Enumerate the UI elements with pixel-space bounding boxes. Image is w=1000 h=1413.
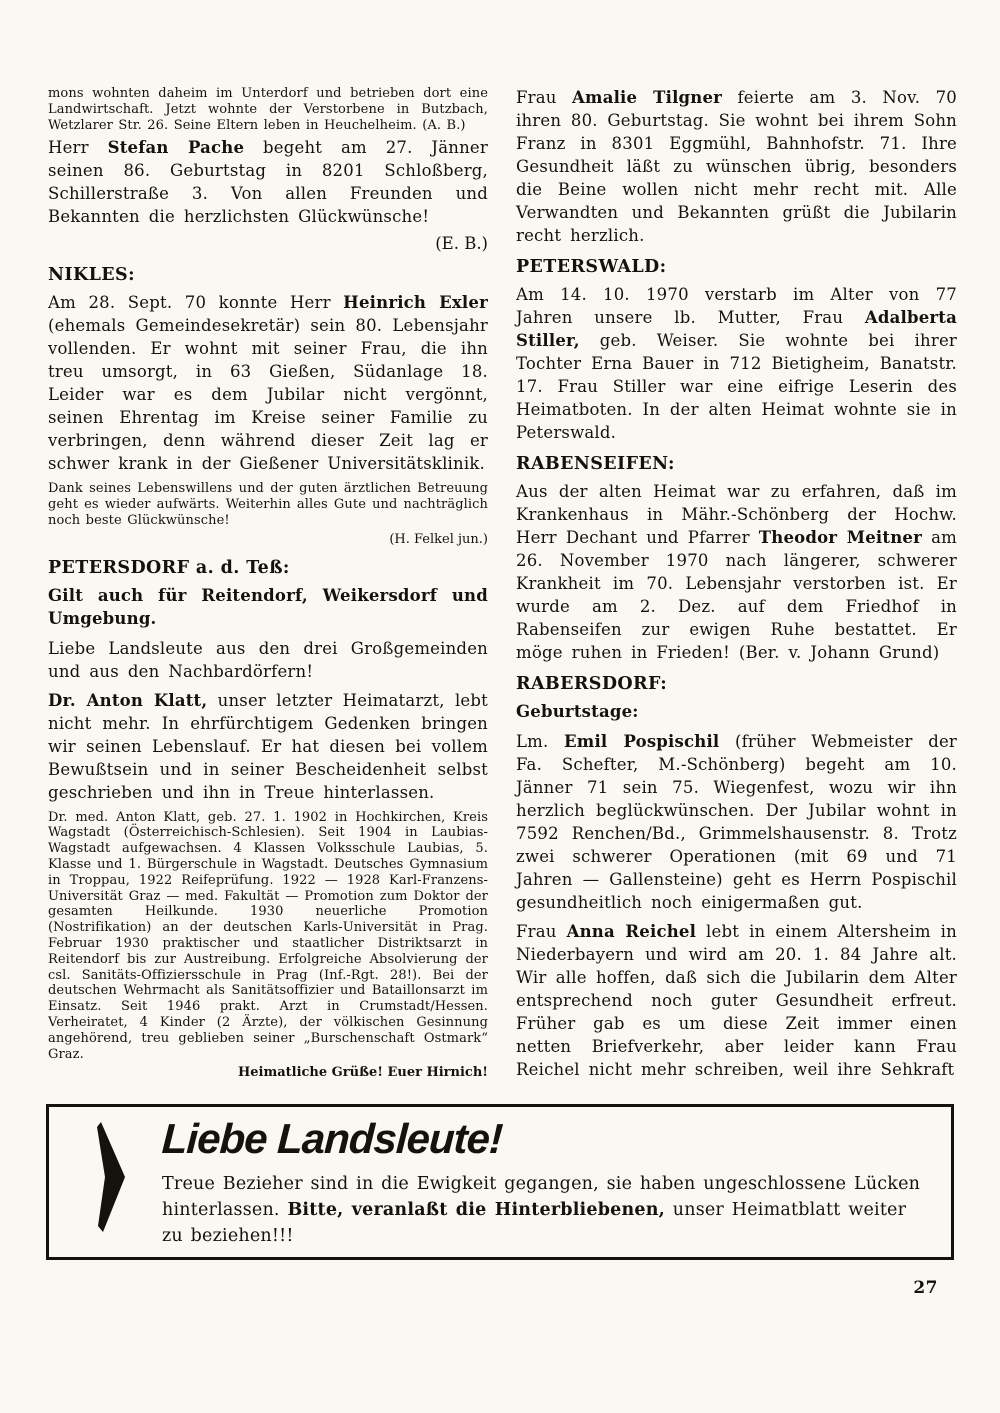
text: feierte am 3. Nov. 70 ihren 80. Geburtstag. Sie wohnt bei ihrem Sohn Franz in 8301 Eggmühl, Bahnhofstr. 71. Ihre Gesundheit läßt zu wünschen übrig, besonders die Beine wollen nicht mehr recht mit. Alle Verwandten und Bekannten grüßt die Jubilarin recht herzlich. — [516, 88, 957, 245]
notice-body — [162, 1171, 922, 1249]
text: Liebe Landsleute aus den drei Großgemeinden und aus den Nachbardörfern! — [48, 638, 488, 681]
text: (früher Webmeister der Fa. Schefter, M.-Schönberg) begeht am 10. Jänner 71 sein 75. Wiegenfest, wozu wir ihn herzlich beglückwünschen. Der Jubilar wohnt in 7592 Renchen/Bd., Grimmelshausenstr. 8. Trotz zwei schwerer Operationen (mit 69 und 71 Jahren — Gallensteine) geht es Herrn Pospischil gesundheitlich noch einigermaßen gut. — [516, 732, 958, 912]
birthday-anna-reichel — [516, 920, 957, 1081]
section-heading-rabersdorf — [516, 674, 957, 694]
section-heading-petersdorf — [48, 558, 488, 578]
biography-anton-klatt — [48, 810, 488, 1063]
bold-text: Heimatliche Grüße! Euer Hirnich! — [237, 1065, 488, 1081]
bold-text: Adalberta Stiller, — [516, 308, 957, 350]
text: PETERSDORF a. d. Teß: — [48, 557, 290, 578]
text: RABENSEIFEN: — [516, 454, 675, 474]
text: Lm. — [516, 732, 565, 751]
text: Treue Bezieher sind in die Ewigkeit gegangen, sie haben ungeschlossene Lücken hinterlassen. — [162, 1174, 921, 1220]
text: Gilt auch für Reitendorf, Weikersdorf und Umgebung. — [48, 585, 488, 628]
birthday-heinrich-exler — [48, 291, 488, 475]
arrow-icon — [95, 1122, 127, 1232]
text: (E. B.) — [435, 234, 488, 254]
text: Frau — [516, 88, 573, 107]
subheading-petersdorf-scope — [48, 584, 488, 630]
text: Dank seines Lebenswillens und der guten ärztlichen Betreuung geht es wieder aufwärts. Weiterhin alles Gute und nachträglich noch beste Glückwünsche! — [48, 481, 488, 528]
greeting-petersdorf — [48, 637, 488, 683]
bold-text: Theodor Meitner — [758, 528, 923, 547]
text: NIKLES: — [48, 265, 135, 286]
credit-e-b — [48, 232, 488, 255]
text: Dr. med. Anton Klatt, geb. 27. 1. 1902 in Hochkirchen, Kreis Wagstadt (Österreichisch-Schlesien). Seit 1904 in Laubias-Wagstadt aufgewachsen. 4 Klassen Volksschule Laubias, 5. Klasse und 1. Bürgerschule in Wagstadt. Deutsches Gymnasium in Troppau, 1922 Reifeprüfung. 1922 — 1928 Karl-Franzens-Universität Graz — med. Fakultät — Promotion zum Doktor der gesamten Heilkunde. 1930 neuerliche Promotion (Nostrifikation) an der deutschen Karls-Universität in Prag. Februar 1930 praktischer und staatlicher Distriktsarzt in Reitendorf bis zur Austreibung. Erfolgreiche Absolvierung der csl. Sanitäts-Offiziersschule in Prag (Inf.-Rgt. 28!). Bei der deutschen Wehrmacht als Sanitätsoffizier und Bataillonsarzt im Einsatz. Seit 1946 prakt. Arzt in Crumstadt/Hessen. Verheiratet, 4 Kinder (2 Ärzte), der völkischen Gesinnung angehörend, treu geblieben seiner „Burschenschaft Ostmark“ Graz. — [48, 809, 488, 1062]
bold-text: Bitte, veranlaßt die Hinterbliebenen, — [287, 1200, 665, 1220]
birthday-amalie-tilgner — [516, 86, 957, 247]
text: Herr — [48, 138, 108, 158]
text: RABERSDORF: — [516, 674, 668, 694]
text: geb. Weiser. Sie wohnte bei ihrer Tochter Erna Bauer in 712 Bietigheim, Banatstr. 17. Frau Stiller war eine eifrige Leserin des Heimatboten. In der alten Heimat wohnte sie in Peterswald. — [516, 331, 957, 442]
notice-heading: Liebe Landsleute! — [160, 1115, 504, 1162]
signature-hirnich — [48, 1065, 488, 1081]
credit-h-felkel-jun — [48, 532, 488, 548]
birthday-emil-pospischil — [516, 730, 957, 914]
text: am 26. November 1970 nach längerer, schwerer Krankheit im 70. Lebensjahr verstorben ist. Er wurde am 2. Dez. auf dem Friedhof in Rabenseifen zur ewigen Ruhe bestattet. Er möge ruhen in Frieden! (Ber. v. Johann Grund) — [516, 528, 957, 662]
bold-text: Amalie Tilgner — [572, 88, 723, 107]
text: (ehemals Gemeindesekretär) sein 80. Lebensjahr vollenden. Er wohnt mit seiner Frau, die ihn treu umsorgt, in 63 Gießen, Südanlage 18. Leider war es dem Jubilar nicht vergönnt, seinen Ehrentag im Kreise seiner Familie zu verbringen, denn während dieser Zeit lag er schwer krank in der Gießener Universitätsklinik. — [48, 316, 488, 474]
bold-text: Heinrich Exler — [343, 293, 488, 313]
left-column — [48, 86, 488, 1085]
obituary-adalberta-stiller — [516, 283, 957, 444]
text: begeht am 27. Jänner seinen 86. Geburtstag in 8201 Schloßberg, Schillerstraße 3. Von allen Freunden und Bekannten die herzlichsten Glückwünsche! — [48, 138, 488, 227]
obituary-anton-klatt-intro — [48, 689, 488, 804]
section-heading-nikles — [48, 265, 488, 285]
text: unser Heimatblatt weiter zu beziehen!!! — [162, 1200, 907, 1246]
text: Am 28. Sept. 70 konnte Herr — [48, 293, 344, 313]
text: Frau — [516, 922, 567, 941]
note-exler-recovery — [48, 481, 488, 528]
text: Geburtstage: — [516, 702, 639, 721]
bold-text: Dr. Anton Klatt, — [48, 690, 208, 710]
text: lebt in einem Altersheim in Niederbayern und wird am 20. 1. 84 Jahre alt. Wir alle hoffen, daß sich die Jubilarin dem Alter entsprechend noch guter Gesundheit erfreut. Früher gab es um diese Zeit immer einen netten Briefverkehr, aber leider kann Frau Reichel nicht mehr schreiben, weil ihre Sehkraft — [516, 922, 957, 1079]
subscription-notice-box — [46, 1104, 954, 1260]
subheading-geburtstage — [516, 700, 957, 723]
bold-text: Emil Pospischil — [564, 732, 720, 751]
bold-text: Stefan Pache — [107, 138, 245, 158]
section-heading-rabenseifen — [516, 454, 957, 474]
continuation-paragraph — [48, 86, 488, 133]
text: Aus der alten Heimat war zu erfahren, daß im Krankenhaus in Mähr.-Schönberg der Hochw. Herr Dechant und Pfarrer — [516, 482, 957, 547]
birthday-stefan-pache — [48, 136, 488, 228]
bold-text: Anna Reichel — [566, 922, 697, 941]
text: Am 14. 10. 1970 verstarb im Alter von 77 Jahren unsere lb. Mutter, Frau — [516, 285, 957, 327]
obituary-theodor-meitner — [516, 480, 957, 664]
section-heading-peterswald — [516, 257, 957, 277]
right-column — [516, 86, 957, 1087]
text: PETERSWALD: — [516, 257, 667, 277]
text: (H. Felkel jun.) — [389, 531, 488, 547]
text: unser letzter Heimatarzt, lebt nicht mehr. In ehrfürchtigem Gedenken bringen wir seinen Lebenslauf. Er hat diesen bei vollem Bewußtsein und in seiner Bescheidenheit selbst geschrieben und ihn in Treue hinterlassen. — [48, 690, 488, 802]
page-number: 27 — [913, 1278, 938, 1298]
text: mons wohnten daheim im Unterdorf und betrieben dort eine Landwirtschaft. Jetzt wohnte der Verstorbene in Butzbach, Wetzlarer Str. 26. Seine Eltern leben in Heuchelheim. (A. B.) — [48, 86, 488, 133]
